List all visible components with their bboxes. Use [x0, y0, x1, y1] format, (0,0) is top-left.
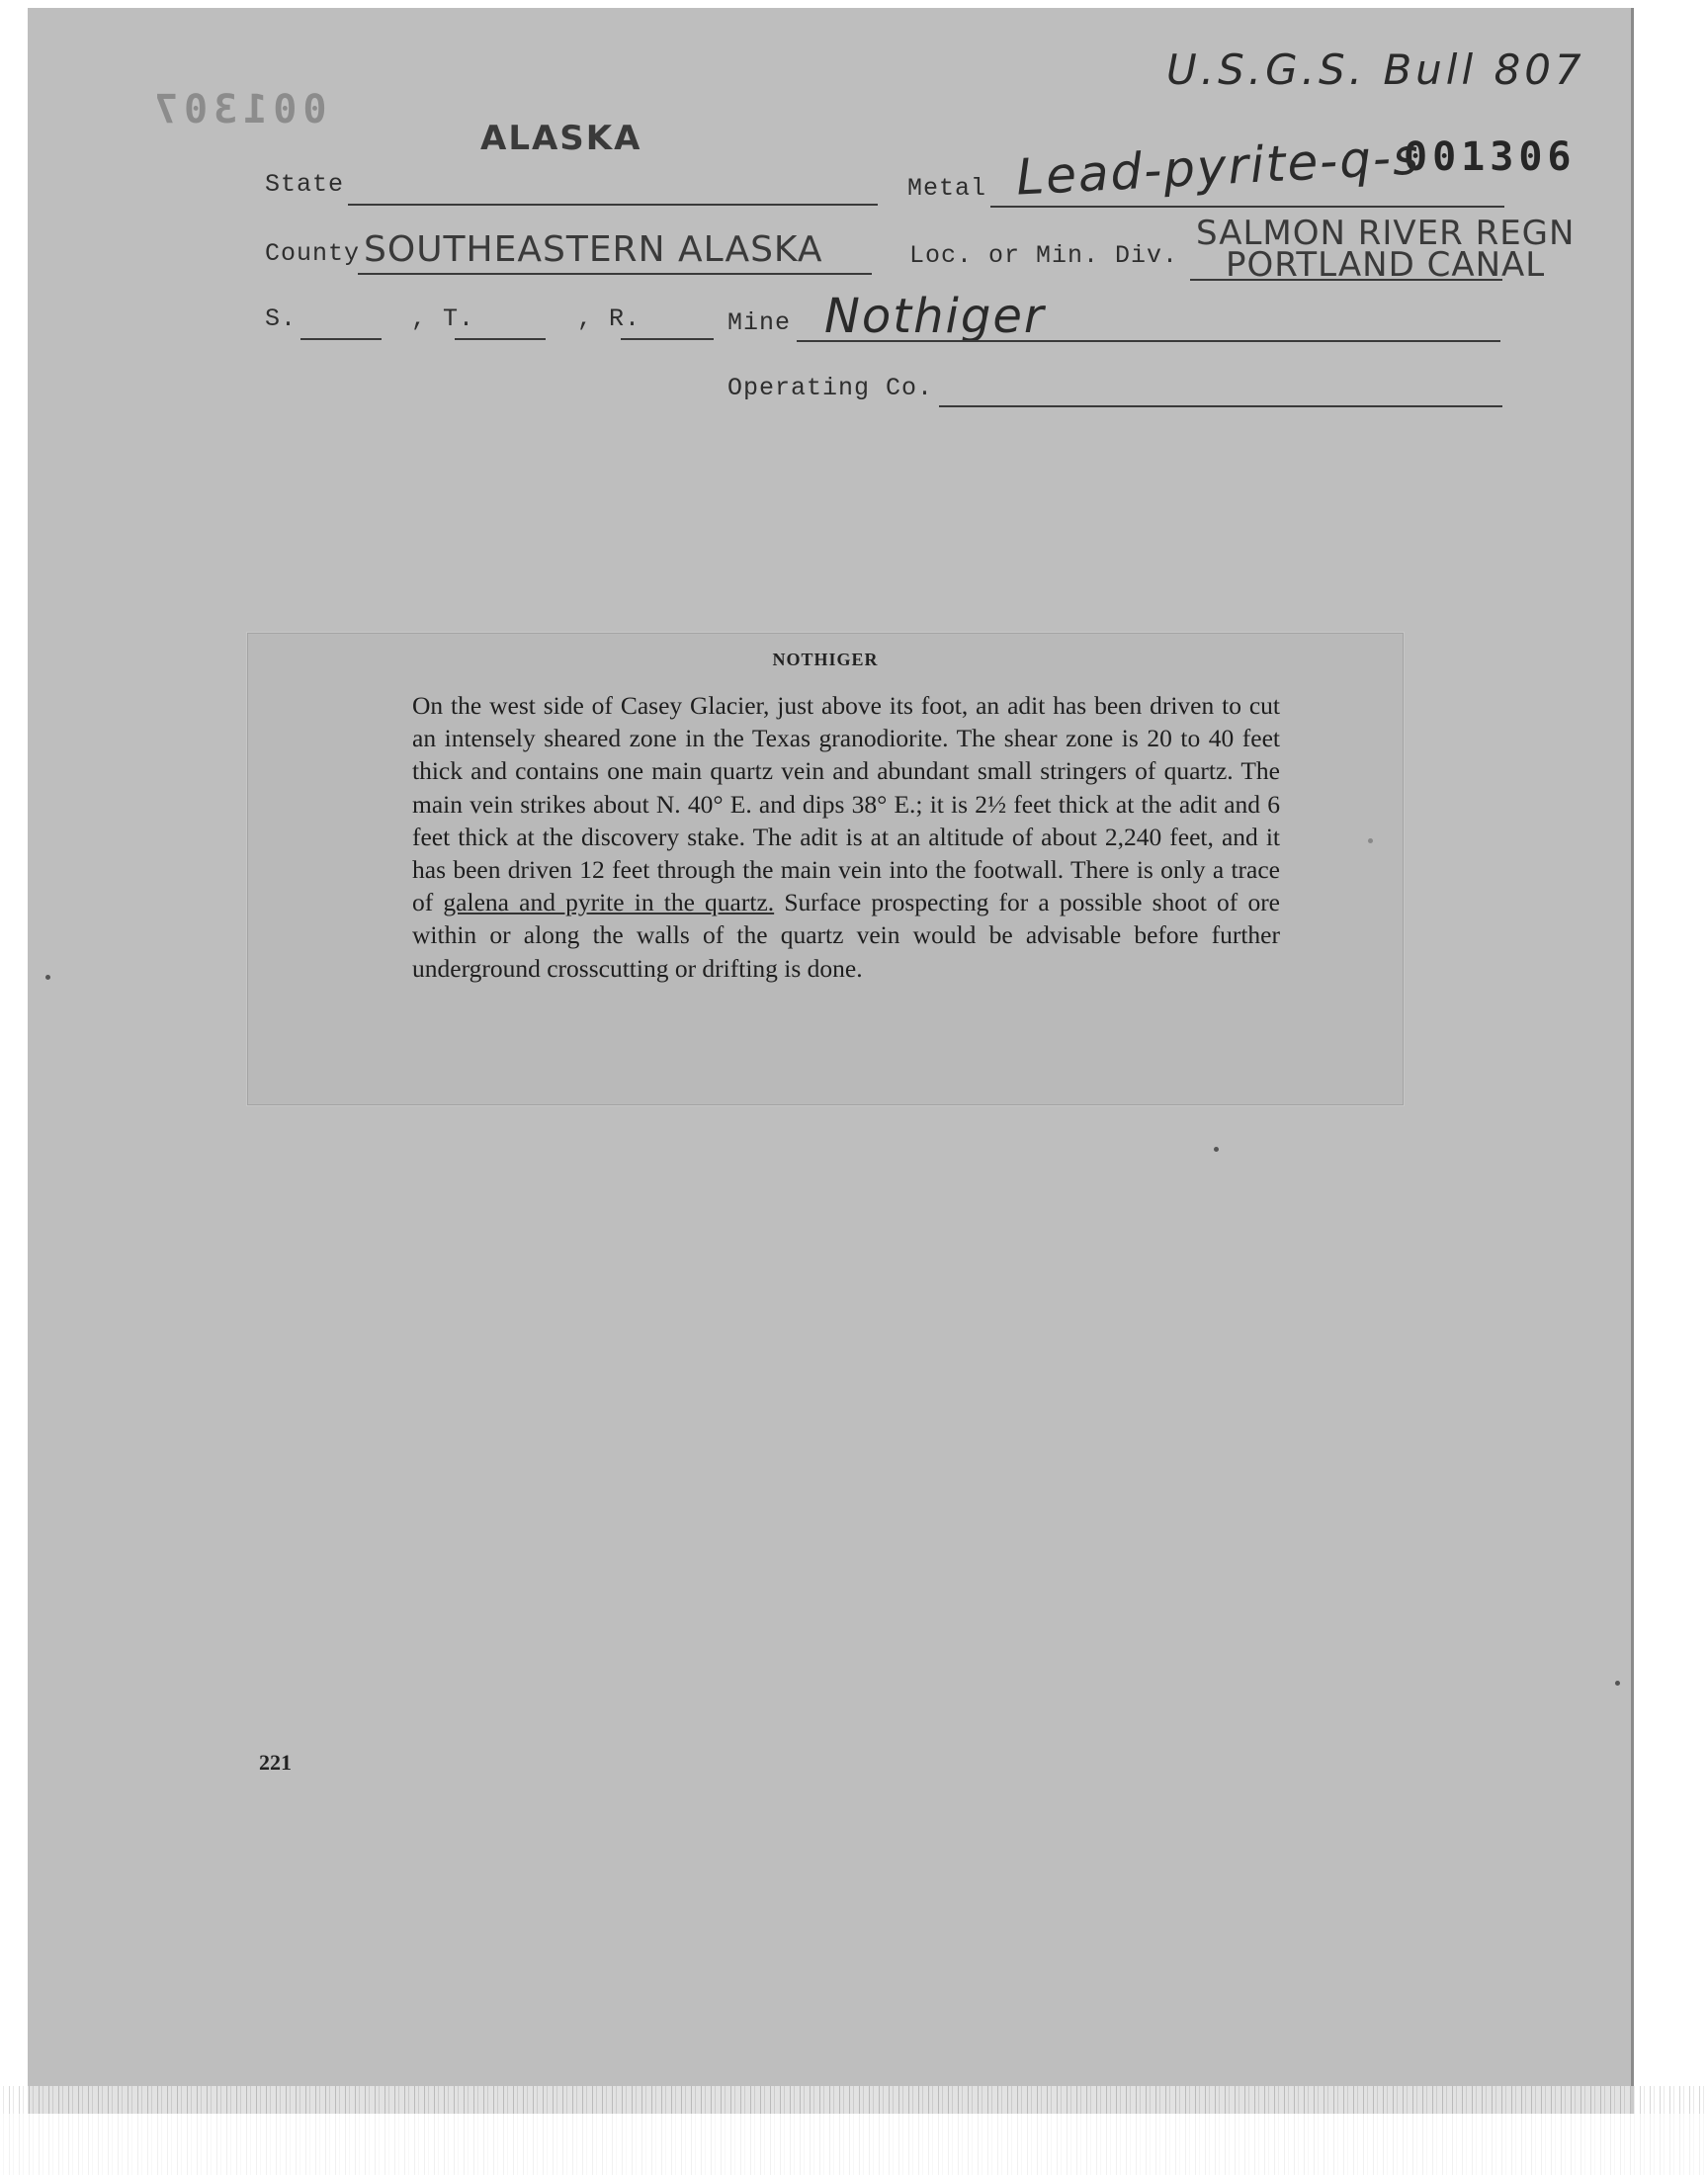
- bulletin-reference: U.S.G.S. Bull 807: [1166, 45, 1585, 94]
- range-field-line: [621, 338, 714, 340]
- clipping-text-underlined: galena and pyrite in the quartz.: [443, 888, 775, 917]
- township-label: , T.: [411, 304, 475, 333]
- clipping-title: NOTHIGER: [772, 650, 879, 669]
- scan-margin: [0, 2114, 1708, 2175]
- state-value: ALASKA: [480, 119, 642, 158]
- operating-company-label: Operating Co.: [727, 374, 934, 402]
- mirrored-stamp-number: 001307: [148, 87, 327, 132]
- clipping-text-part2: Surface prospecting for a possible shoot of ore within or along the walls of the quartz vein would be advisable before further underground crosscutting or drifting is done.: [412, 888, 1281, 983]
- section-label: S.: [265, 304, 298, 333]
- mine-value: Nothiger: [824, 289, 1046, 344]
- metal-label: Metal: [907, 174, 987, 203]
- state-label: State: [265, 170, 345, 199]
- location-value-line2: PORTLAND CANAL: [1226, 245, 1546, 285]
- township-field-line: [455, 338, 546, 340]
- county-field-line: [358, 273, 872, 275]
- county-value: SOUTHEASTERN ALASKA: [364, 229, 823, 270]
- section-field-line: [300, 338, 382, 340]
- scan-speck: [45, 975, 50, 980]
- text-clipping: [247, 633, 1404, 1105]
- metal-field-line: [990, 206, 1504, 208]
- location-field-line: [1190, 279, 1502, 281]
- mine-label: Mine: [727, 308, 792, 337]
- scan-speck: [1615, 1681, 1620, 1686]
- operating-company-field-line: [939, 405, 1502, 407]
- location-value-line1: SALMON RIVER REGN: [1196, 214, 1576, 253]
- clipping-text-part1: On the west side of Casey Glacier, just above its foot, an adit has been driven to cut an intensely sheared zone in the Texas granodiorite. The shear zone is 20 to 40 feet thick and contains one main quartz vein and abundant small stringers of quartz. The main vein strikes about N. 40° E. and dips 38° E.; it is 2½ feet thick at the adit and 6 feet thick at the discovery stake. The adit is at an altitude of about 2,240 feet, and it has been driven 12 feet through the main vein into the footwall. There is only a trace of: [412, 691, 1280, 917]
- document-number: 001306: [1404, 134, 1577, 180]
- state-field-line: [348, 204, 878, 206]
- county-label: County: [265, 239, 361, 268]
- location-label: Loc. or Min. Div.: [909, 241, 1179, 270]
- page-number: 221: [259, 1750, 292, 1775]
- scan-speck: [1214, 1147, 1219, 1152]
- mine-field-line: [797, 340, 1500, 342]
- metal-value: Lead-pyrite-q-s: [1014, 128, 1422, 207]
- range-label: , R.: [577, 304, 641, 333]
- clipping-body: [412, 689, 1280, 985]
- scan-speck: [1368, 838, 1373, 843]
